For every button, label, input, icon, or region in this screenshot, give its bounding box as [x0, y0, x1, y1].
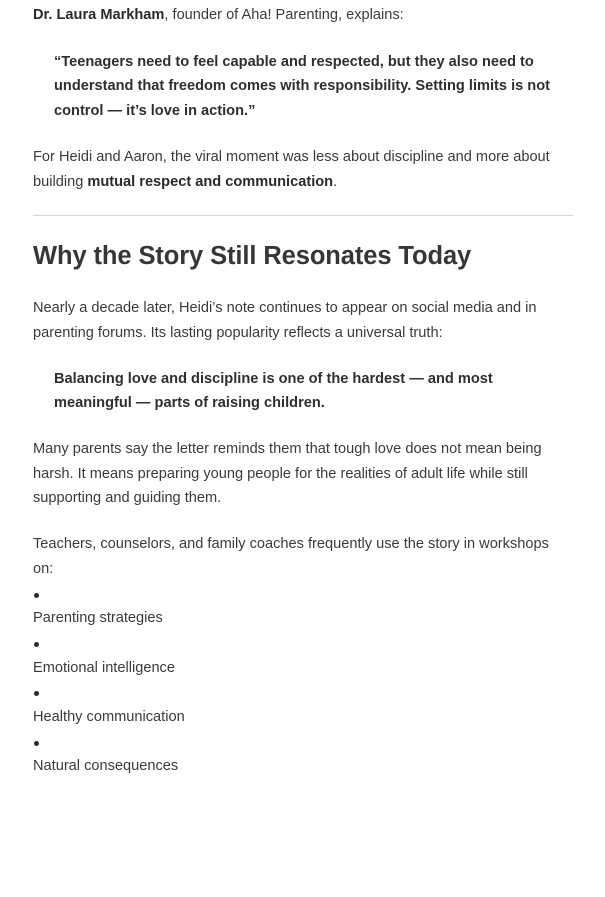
teachers-paragraph: Teachers, counselors, and family coaches frequently use the story in workshops on:	[33, 536, 549, 577]
bullet-icon	[33, 730, 573, 755]
universal-truth-quote: Balancing love and discipline is one of the hardest — and most meaningful — parts of raising children.	[54, 370, 493, 412]
list-item-label: Emotional intelligence	[33, 659, 175, 676]
section-heading: Why the Story Still Resonates Today	[33, 242, 472, 271]
list-item	[33, 730, 573, 779]
many-parents-paragraph: Many parents say the letter reminds them that tough love does not mean being harsh. It means preparing young people for the realities of adult life while still supporting and guiding them.	[33, 441, 542, 507]
list-item	[33, 582, 573, 631]
list-item-label: Healthy communication	[33, 709, 185, 726]
decade-paragraph: Nearly a decade later, Heidi’s note continues to appear on social media and in parenting forums. Its lasting popularity reflects a universal truth:	[33, 300, 537, 341]
section-divider	[33, 215, 573, 216]
viral-text-after: .	[333, 173, 338, 190]
bullet-icon	[33, 582, 573, 607]
workshop-topics-list	[33, 582, 573, 780]
expert-name: Dr. Laura Markham	[33, 7, 165, 23]
bullet-icon	[33, 680, 573, 705]
bullet-icon	[33, 631, 573, 656]
expert-description: , founder of Aha! Parenting, explains:	[164, 7, 404, 23]
list-item	[33, 631, 573, 680]
list-item	[33, 680, 573, 729]
expert-quote: “Teenagers need to feel capable and respected, but they also need to understand that freedom comes with responsibility. Setting limits is not control — it’s love in action.”	[54, 53, 550, 120]
viral-moment-paragraph	[33, 145, 573, 194]
viral-text-before: For Heidi and Aaron, the viral moment was less about discipline and more about building	[33, 148, 550, 190]
list-item-label: Parenting strategies	[33, 610, 163, 627]
viral-emphasis: mutual respect and communication	[87, 173, 334, 190]
list-item-label: Natural consequences	[33, 758, 179, 775]
intro-paragraph	[33, 0, 573, 28]
